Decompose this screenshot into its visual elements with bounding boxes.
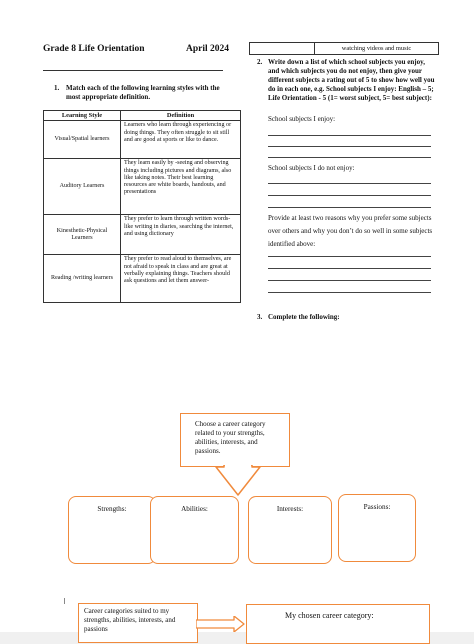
table-row [44, 255, 241, 303]
definition-cell: They prefer to read aloud to themselves, are not afraid to speak in class and are great at verbally explaining things. Teachers should ask questions and let them answer- [121, 255, 241, 303]
right-arrow-icon [196, 616, 246, 632]
learning-style-cell: Auditory Learners [44, 159, 121, 215]
table-row [44, 215, 241, 255]
answer-line[interactable] [268, 157, 431, 158]
abilities-label: Abilities: [181, 505, 208, 513]
career-category-box [180, 413, 290, 467]
table-row [44, 159, 241, 215]
continued-table [249, 42, 439, 55]
answer-line[interactable] [268, 280, 431, 281]
q1-number: 1. [54, 84, 60, 92]
answer-line[interactable] [268, 292, 431, 293]
header-rule [43, 70, 223, 71]
worksheet-date: April 2024 [186, 44, 230, 54]
q1-text: Match each of the following learning styles with the most appropriate definition. [66, 84, 220, 101]
answer-line[interactable] [268, 195, 431, 196]
q3-number: 3. [257, 313, 263, 321]
definition-cell: They prefer to learn through written words-like writing in diaries, searching the internet, and using dictionary [121, 215, 241, 255]
definition-cell: watching videos and music [315, 43, 439, 55]
chosen-career-label: My chosen career category: [285, 611, 374, 620]
strengths-box[interactable] [68, 496, 156, 564]
text-cursor-mark [64, 598, 67, 604]
table-header-row [44, 111, 241, 121]
table-row [250, 43, 439, 55]
q3-text: Complete the following: [268, 313, 340, 321]
not-enjoy-label: School subjects I do not enjoy: [268, 164, 355, 172]
answer-line[interactable] [268, 135, 431, 136]
career-categories-box[interactable] [78, 603, 198, 643]
passions-box[interactable] [338, 494, 416, 562]
learning-style-cell: Visual/Spatial learners [44, 121, 121, 159]
learning-style-cell: Reading /writing learners [44, 255, 121, 303]
worksheet-title: Grade 8 Life Orientation [43, 44, 145, 54]
answer-line[interactable] [268, 207, 431, 208]
interests-box[interactable] [248, 496, 332, 564]
down-arrow-icon [214, 465, 262, 497]
table-header: Learning Style [44, 111, 121, 121]
enjoy-label: School subjects I enjoy: [268, 115, 336, 123]
passions-label: Passions: [363, 503, 391, 511]
abilities-box[interactable] [150, 496, 239, 564]
interests-label: Interests: [276, 505, 304, 513]
definition-cell: Learners who learn through experiencing or doing things. They often struggle to sit still and are good at sports or like to dance. [121, 121, 241, 159]
answer-line[interactable] [268, 268, 431, 269]
definition-cell: They learn easily by -seeing and observing things including pictures and diagrams, also like taking notes. Their best learning resources are white boards, handouts, and presentations [121, 159, 241, 215]
empty-cell [250, 43, 315, 55]
table-header: Definition [121, 111, 241, 121]
chosen-career-box[interactable] [246, 604, 430, 644]
career-categories-text: Career categories suited to my strengths, abilities, interests, and passions [84, 607, 176, 633]
answer-line[interactable] [268, 256, 431, 257]
table-row [44, 121, 241, 159]
q2-text: Write down a list of which school subjects you enjoy, and which subjects you do not enjoy, then give your different subjects a rating out of 5 to show how well you do in each one, e.g. School subjects I enjoy: English – 5; Life Orientation - 5 (1= worst subject, 5= best subject): [268, 58, 435, 102]
learning-style-cell: Kinesthetic-Physical Learners [44, 215, 121, 255]
answer-line[interactable] [268, 183, 431, 184]
career-category-text: Choose a career category related to your strengths, abilities, interests, and passions. [195, 420, 266, 455]
strengths-label: Strengths: [97, 505, 127, 513]
q2-number: 2. [257, 58, 263, 66]
learning-styles-table [43, 110, 241, 303]
reasons-label: Provide at least two reasons why you prefer some subjects over others and why you don’t do so well in some subjects identified above: [268, 214, 433, 248]
answer-line[interactable] [268, 146, 431, 147]
